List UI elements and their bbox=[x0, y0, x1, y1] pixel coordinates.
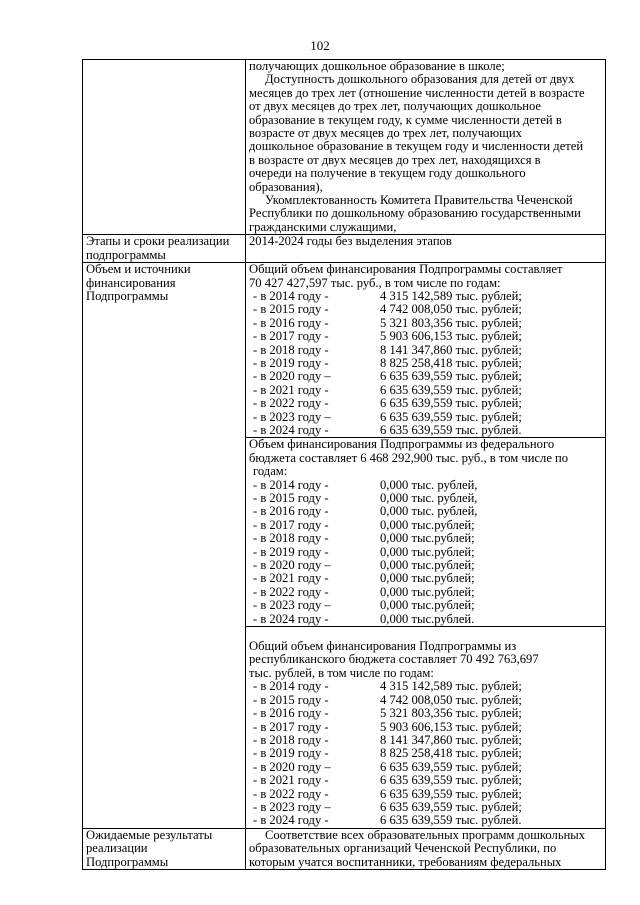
year-row bbox=[249, 357, 602, 370]
year-amount: 6 635 639,559 тыс. рублей; bbox=[380, 409, 522, 424]
row-label: Подпрограммы bbox=[86, 854, 169, 869]
year-row bbox=[249, 384, 602, 397]
year-label: - в 2023 году – bbox=[253, 799, 331, 814]
year-row bbox=[249, 572, 602, 585]
text-line: бюджета составляет 6 468 292,900 тыс. руб., в том числе по bbox=[249, 450, 569, 465]
year-row bbox=[249, 290, 602, 303]
text-line: тыс. рублей, в том числе по годам: bbox=[249, 665, 434, 680]
year-label: - в 2018 году - bbox=[253, 531, 329, 546]
year-label: - в 2015 году - bbox=[253, 491, 329, 505]
year-row bbox=[249, 680, 602, 693]
year-row bbox=[249, 707, 602, 720]
year-amount: 8 825 258,418 тыс. рублей; bbox=[380, 355, 522, 370]
text-line: Общий объем финансирования Подпрограммы составляет bbox=[249, 262, 563, 277]
year-label: - в 2020 году – bbox=[253, 369, 331, 384]
year-row bbox=[249, 586, 602, 599]
row-label-cell bbox=[83, 60, 246, 235]
text-line: образование в текущем году, к сумме численности детей в bbox=[249, 112, 562, 127]
year-amount: 0,000 тыс.рублей; bbox=[380, 558, 475, 573]
year-label: - в 2016 году - bbox=[253, 706, 329, 721]
text-line: от двух месяцев до трех лет, получающих дошкольное bbox=[249, 99, 542, 114]
year-list bbox=[249, 680, 602, 827]
table-row bbox=[83, 828, 606, 869]
year-row bbox=[249, 788, 602, 801]
row-label-cell bbox=[83, 263, 246, 829]
row-label-cell bbox=[83, 828, 246, 869]
year-amount: 6 635 639,559 тыс. рублей. bbox=[380, 422, 522, 437]
text-line: республиканского бюджета составляет 70 492 763,697 bbox=[249, 652, 539, 667]
text-line: месяцев до трех лет (отношение численности детей в возрасте bbox=[249, 85, 585, 100]
text-line: возрасте от двух месяцев до трех лет, получающих bbox=[249, 126, 522, 141]
table-row bbox=[83, 235, 606, 263]
year-row bbox=[249, 721, 602, 734]
text-line: которым учатся воспитанники, требованиям федеральных bbox=[249, 854, 562, 869]
year-amount: 6 635 639,559 тыс. рублей; bbox=[380, 759, 522, 774]
republic-financing-cell bbox=[246, 627, 606, 829]
year-amount: 5 903 606,153 тыс. рублей; bbox=[380, 719, 522, 734]
year-amount: 0,000 тыс.рублей; bbox=[380, 531, 475, 546]
year-label: - в 2021 году - bbox=[253, 571, 329, 586]
text-line: получающих дошкольное образование в школе; bbox=[249, 59, 505, 73]
year-amount: 8 825 258,418 тыс. рублей; bbox=[380, 746, 522, 761]
row-label: Подпрограммы bbox=[86, 288, 169, 303]
year-label: - в 2023 году – bbox=[253, 409, 331, 424]
total-financing-cell bbox=[246, 263, 606, 438]
year-label: - в 2024 году - bbox=[253, 422, 329, 437]
year-row bbox=[249, 330, 602, 343]
year-amount: 4 315 142,589 тыс. рублей; bbox=[380, 679, 522, 694]
row-label: финансирования bbox=[86, 275, 176, 290]
year-label: - в 2018 году - bbox=[253, 732, 329, 747]
year-list bbox=[249, 479, 602, 626]
year-row bbox=[249, 532, 602, 545]
text-line: Доступность дошкольного образования для детей от двух bbox=[265, 72, 575, 87]
year-row bbox=[249, 546, 602, 559]
stages-cell bbox=[246, 235, 606, 263]
year-row bbox=[249, 613, 602, 626]
year-label: - в 2021 году - bbox=[253, 773, 329, 788]
row-label: Этапы и сроки реализации bbox=[86, 234, 230, 249]
text-line: 2014-2024 годы без выделения этапов bbox=[249, 234, 452, 249]
year-label: - в 2019 году - bbox=[253, 746, 329, 761]
year-label: - в 2014 году - bbox=[253, 477, 329, 492]
year-amount: 8 141 347,860 тыс. рублей; bbox=[380, 732, 522, 747]
text-line: гражданскими служащими, bbox=[249, 219, 397, 234]
row-label-cell bbox=[83, 235, 246, 263]
year-label: - в 2019 году - bbox=[253, 355, 329, 370]
year-label: - в 2017 году - bbox=[253, 719, 329, 734]
year-list bbox=[249, 290, 602, 437]
year-row bbox=[249, 317, 602, 330]
subprogram-passport-table bbox=[82, 59, 606, 870]
year-row bbox=[249, 694, 602, 707]
year-amount: 8 141 347,860 тыс. рублей; bbox=[380, 342, 522, 357]
year-label: - в 2014 году - bbox=[253, 288, 329, 303]
table-row bbox=[83, 60, 606, 235]
paragraph bbox=[249, 194, 602, 207]
year-row bbox=[249, 370, 602, 383]
year-amount: 0,000 тыс.рублей; bbox=[380, 517, 475, 532]
year-amount: 6 635 639,559 тыс. рублей; bbox=[380, 369, 522, 384]
year-row bbox=[249, 519, 602, 532]
year-label: - в 2022 году - bbox=[253, 786, 329, 801]
page-number: 102 bbox=[310, 38, 330, 53]
year-amount: 0,000 тыс.рублей; bbox=[380, 584, 475, 599]
paragraph bbox=[249, 829, 602, 842]
text-line: годам: bbox=[253, 464, 288, 479]
year-amount: 0,000 тыс. рублей, bbox=[380, 504, 478, 519]
text-line: Укомплектованность Комитета Правительства Чеченской bbox=[265, 193, 573, 208]
year-amount: 0,000 тыс.рублей. bbox=[380, 611, 475, 626]
year-amount: 4 742 008,050 тыс. рублей; bbox=[380, 692, 522, 707]
indicators-cell bbox=[246, 60, 606, 235]
text-line: Объем финансирования Подпрограммы из федерального bbox=[249, 437, 555, 452]
year-amount: 0,000 тыс.рублей; bbox=[380, 571, 475, 586]
year-row bbox=[249, 734, 602, 747]
year-label: - в 2024 году - bbox=[253, 813, 329, 828]
year-amount: 6 635 639,559 тыс. рублей; bbox=[380, 799, 522, 814]
year-row bbox=[249, 344, 602, 357]
text-line: 70 427 427,597 тыс. руб., в том числе по годам: bbox=[249, 275, 501, 290]
year-label: - в 2016 году - bbox=[253, 315, 329, 330]
year-label: - в 2018 году - bbox=[253, 342, 329, 357]
year-row bbox=[249, 303, 602, 316]
text-line: образования), bbox=[249, 179, 323, 194]
row-label: реализации bbox=[86, 841, 148, 856]
results-cell bbox=[246, 828, 606, 869]
year-row bbox=[249, 761, 602, 774]
row-label: Ожидаемые результаты bbox=[86, 827, 213, 842]
year-row bbox=[249, 774, 602, 787]
year-row bbox=[249, 801, 602, 814]
year-label: - в 2021 году - bbox=[253, 382, 329, 397]
year-amount: 4 315 142,589 тыс. рублей; bbox=[380, 288, 522, 303]
paragraph bbox=[249, 73, 602, 86]
year-amount: 6 635 639,559 тыс. рублей. bbox=[380, 813, 522, 828]
year-row bbox=[249, 492, 602, 505]
year-label: - в 2024 году - bbox=[253, 611, 329, 626]
year-row bbox=[249, 479, 602, 492]
text-line: образовательных организаций Чеченской Республики, по bbox=[249, 841, 557, 856]
year-row bbox=[249, 424, 602, 437]
year-amount: 5 321 803,356 тыс. рублей; bbox=[380, 315, 522, 330]
year-amount: 0,000 тыс. рублей, bbox=[380, 477, 478, 492]
year-label: - в 2015 году - bbox=[253, 302, 329, 317]
year-row bbox=[249, 814, 602, 827]
text-line: очереди на получение в текущем году дошкольного bbox=[249, 166, 526, 181]
year-label: - в 2020 году – bbox=[253, 759, 331, 774]
year-label: - в 2020 году – bbox=[253, 558, 331, 573]
year-label: - в 2015 году - bbox=[253, 692, 329, 707]
year-row bbox=[249, 397, 602, 410]
year-amount: 0,000 тыс. рублей, bbox=[380, 491, 478, 505]
year-amount: 6 635 639,559 тыс. рублей; bbox=[380, 396, 522, 411]
year-amount: 5 903 606,153 тыс. рублей; bbox=[380, 329, 522, 344]
year-amount: 4 742 008,050 тыс. рублей; bbox=[380, 302, 522, 317]
federal-financing-cell bbox=[246, 438, 606, 627]
year-amount: 6 635 639,559 тыс. рублей; bbox=[380, 382, 522, 397]
year-label: - в 2022 году - bbox=[253, 396, 329, 411]
text-line: в возрасте от двух месяцев до трех лет, находящихся в bbox=[249, 152, 541, 167]
year-label: - в 2017 году - bbox=[253, 517, 329, 532]
year-row bbox=[249, 559, 602, 572]
year-label: - в 2023 году – bbox=[253, 598, 331, 613]
year-amount: 6 635 639,559 тыс. рублей; bbox=[380, 773, 522, 788]
row-label: Объем и источники bbox=[86, 262, 191, 277]
text-line: Соответствие всех образовательных программ дошкольных bbox=[265, 827, 586, 842]
text-line: Республики по дошкольному образованию государственными bbox=[249, 206, 581, 221]
year-row bbox=[249, 599, 602, 612]
table-row bbox=[83, 263, 606, 438]
year-amount: 5 321 803,356 тыс. рублей; bbox=[380, 706, 522, 721]
year-row bbox=[249, 747, 602, 760]
year-label: - в 2022 году - bbox=[253, 584, 329, 599]
year-amount: 0,000 тыс.рублей; bbox=[380, 544, 475, 559]
year-row bbox=[249, 505, 602, 518]
year-label: - в 2014 году - bbox=[253, 679, 329, 694]
text-line: Общий объем финансирования Подпрограммы из bbox=[249, 639, 517, 654]
row-label: подпрограммы bbox=[86, 247, 166, 262]
text-line: дошкольное образование в текущем году и численности детей bbox=[249, 139, 584, 154]
year-label: - в 2019 году - bbox=[253, 544, 329, 559]
year-row bbox=[249, 411, 602, 424]
year-label: - в 2017 году - bbox=[253, 329, 329, 344]
year-label: - в 2016 году - bbox=[253, 504, 329, 519]
year-amount: 0,000 тыс.рублей; bbox=[380, 598, 475, 613]
year-amount: 6 635 639,559 тыс. рублей; bbox=[380, 786, 522, 801]
